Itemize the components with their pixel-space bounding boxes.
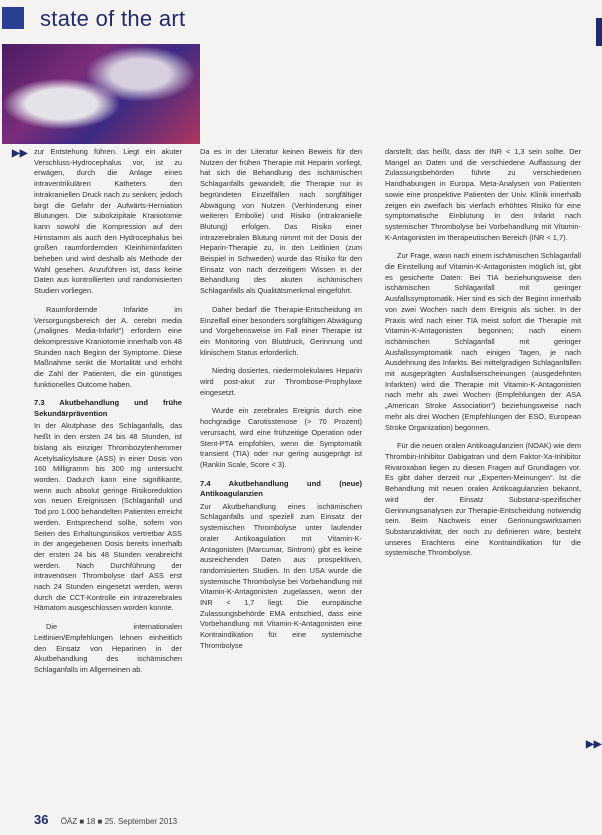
section-title: state of the art <box>40 6 186 31</box>
paragraph: Wurde ein zerebrales Ereignis durch eine hochgradige Carotisstenose (> 70 Prozent) verursacht, wird eine frühzeitige Operation oder Stent-PTA empfohlen, wenn die Symptomatik transient (TIA) oder nur gering ausgeprägt ist (Rankin Scale, Score < 3). <box>200 406 362 469</box>
paragraph: Niedrig dosiertes, niedermolekulares Heparin wird post-akut zur Thrombose-Prophylaxe eingesetzt. <box>200 366 362 397</box>
page-header <box>0 0 602 40</box>
section-heading: 7.4 Akutbehandlung und (neue) Antikoagulanzien <box>200 478 362 499</box>
column-2 <box>200 147 362 660</box>
paragraph: In der Akutphase des Schlaganfalls, das heißt in den ersten 24 bis 48 Stunden, ist bislang als einziger Thrombozytenhemmer Acetylsalicylsäure (ASS) in einer Dosis von 160 Milligramm bis 300 mg untersucht worden. Dadurch kann eine signifikante, wenn auch absolut geringe Risikoreduktion von neuen Ereignissen (Schlaganfall und Tod pro 1.000 behandelten Patienten erreicht werden. Entsprechend sollte, sofern von Seiten des Erhaltungsrisikos vertretbar ASS in der angegebenen Dosis bereits innerhalb der ersten 24 bis 48 Stunden verabreicht werden. Nach Durchführung der intravenösen Thrombolyse darf ASS erst nach 24 Stunden eingesetzt werden, wenn durch die CCT-Kontrolle ein intrazerebrales Hämatom ausgeschlossen worden konnte. <box>34 421 182 613</box>
paragraph: Zur Akutbehandlung eines ischämischen Schlaganfalls und speziell zum Einsatz der systemischen Thrombolyse unter laufender oraler Antikoagulation mit Vitamin-K-Antagonisten (Marcumar, Sintrom) gibt es keine ausreichenden Daten aus prospektiven, randomisierten Studien. In den USA wurde die systemische Thrombolyse bei Vorbehandlung mit Vitamin-K-Antagonisten zugelassen, wenn der INR < 1,7 liegt. Die europäische Zulassungsbehörde EMA entschied, dass eine Vorbehandlung mit Vitamin-K-Antagonisten eine Kontraindikation für eine systemische Thrombolyse <box>200 501 362 650</box>
continue-arrow-icon: ▶▶ <box>12 148 28 159</box>
section-marker <box>2 7 24 29</box>
page-footer <box>34 812 177 827</box>
column-3 <box>385 147 581 567</box>
paragraph: Die internationalen Leitlinien/Empfehlungen lehnen einheitlich den Einsatz von Heparinen in der Akutbehandlung des ischämischen Schlaganfalls im Allgemeinen ab. <box>34 622 182 674</box>
paragraph: Für die neuen oralen Antikoagulanzien (NOAK) wie dem Thrombin-Inhibitor Dabigatran und dem Faktor-Xa-Inhibitor Rivaroxaban liegen zu diesen Fragen auf Grundlagen vor. Es gibt daher derzeit nur „Experten-Meinungen“. Ist die Behandlung mit neuen oralen Antikoagulanzien bekannt, wird der Einsatz Substanz-spezifischer Gerinnungsanalysen zur Therapie-Entscheidung notwendig sein. Beim Nachweis einer Gerinnungswirksamen Substanzaktivität, der noch zu definieren wäre, besteht unseres Erachtens eine Kontraindikation für die systemische Thrombolyse. <box>385 441 581 558</box>
next-page-arrow-icon: ▶▶ <box>586 739 602 750</box>
paragraph: Zur Frage, wann nach einem ischämischen Schlaganfall die Einstellung auf Vitamin-K-Antagonisten möglich ist, gibt es gesicherte Daten: Bei TIA beziehungsweise den ischämischen Schlaganfall mit geringer Ausfallssymptomatik. Hier sind es sich der Beginn innerhalb von zwei Wochen nach dem Ereignis als sicher. In der Praxis wird nach einer TIA meist sofort die Therapie mit Vitamin-K-Antagonisten begonnen; nach einem ischämischen Schlaganfall mit geringer Ausfallssymptomatik nach einigen Tagen, je nach Ausdehnung des Infarkts. Bei mittelgradigen Schlaganfällen mit ausgeprägten Ausfallserscheinungen (ausgedehnten Infarkten) wird die Therapie mit Vitamin-K-Antagonisten nach mehr als zwei Wochen (Empfehlungen der ASA „American Stroke Association“) beziehungsweise nach mehr als drei Wochen (Empfehlungen der ESO, European Stroke Organization) begonnen. <box>385 251 581 432</box>
paragraph: darstellt; das heißt, dass der INR < 1,3 sein sollte. Der Mangel an Daten und die verschiedene Auffassung der Zulassungsbehörden führte zu verschiedenen Handhabungen in Europa. Meta-Analysen von Patienten sowie eine prospektive Patienten der Univ. Klinik innerhalb zeigen ein zweifach bis vierfach erhöhtes Risiko für eine symptomatische Einblutung in den Infarkt nach systemischer Thrombolyse bei Vorbehandlung mit Vitamin-K-Antagonisten im therapeutischen Bereich (INR < 1,7). <box>385 147 581 242</box>
paragraph: zur Entstehung führen. Liegt ein akuter Verschluss-Hydrocephalus vor, ist zu erwägen, durch die Anlage eines intraventrikulären Katheters den intrakraniellen Druck nach zu senken; jedoch birgt die Gefahr der Aufwärts-Herniation Blutungen. Die subokzipitale Kraniotomie kann sowohl die Kompression auf den Hirnstamm als auch den Hydrocephalus bei großen raumfordernden Kleinhirninfarkten beheben und wird deshalb als Methode der Wahl gesehen. Anzuführen ist, dass keine Daten aus kontrollierten und randomisierten Studien vorliegen. <box>34 147 182 296</box>
paragraph: Daher bedarf die Therapie-Entscheidung im Einzelfall einer besonders sorgfältigen Abwägung und Vorgehensweise im Fall einer Therapie ist ein Monitoring von Blutdruck, Gerinnung und klinischem Status erforderlich. <box>200 304 362 357</box>
column-1 <box>34 147 182 684</box>
section-heading: 7.3 Akutbehandlung und frühe Sekundärprävention <box>34 398 182 418</box>
corner-bar <box>596 18 602 46</box>
issue-info: ÖÄZ ■ 18 ■ 25. September 2013 <box>60 817 178 826</box>
paragraph: Da es in der Literatur keinen Beweis für den Nutzen der frühen Therapie mit Heparin vorliegt, hat sich die Behandlung des ischämischen Schlaganfalls gewandelt; die Therapie nur in begründeten Einzelfällen nach sorgfältiger Abwägung von Nutzen (Verhinderung einer weiteren Embolie) und Risiko (intrakranielle Blutung) erfolgen. Das Risiko einer intrazerebralen Blutung nimmt mit der Dosis der Heparin-Therapie zu, in den Leitlinien (zum Beispiel in Schweden) wurde das Risiko für den Einsatz von nach derzeitigem Wissen in der Behandlung des akuten ischämischen Schlaganfalls als Qualitätsmerkmal eingeführt. <box>200 147 362 296</box>
header-photo <box>2 44 200 144</box>
paragraph: Raumfordernde Infarkte im Versorgungsbereich der A. cerebri media („malignes Media-Infarkt“) erfordern eine dekompressive Kraniotomie innerhalb von 48 Stunden nach Beginn der Symptome. Diese Maßnahme senkt die Mortalität und erhöht die Zahl der Patienten, die ein günstiges funktionelles Outcome haben. <box>34 304 182 389</box>
page-number: 36 <box>34 812 49 827</box>
